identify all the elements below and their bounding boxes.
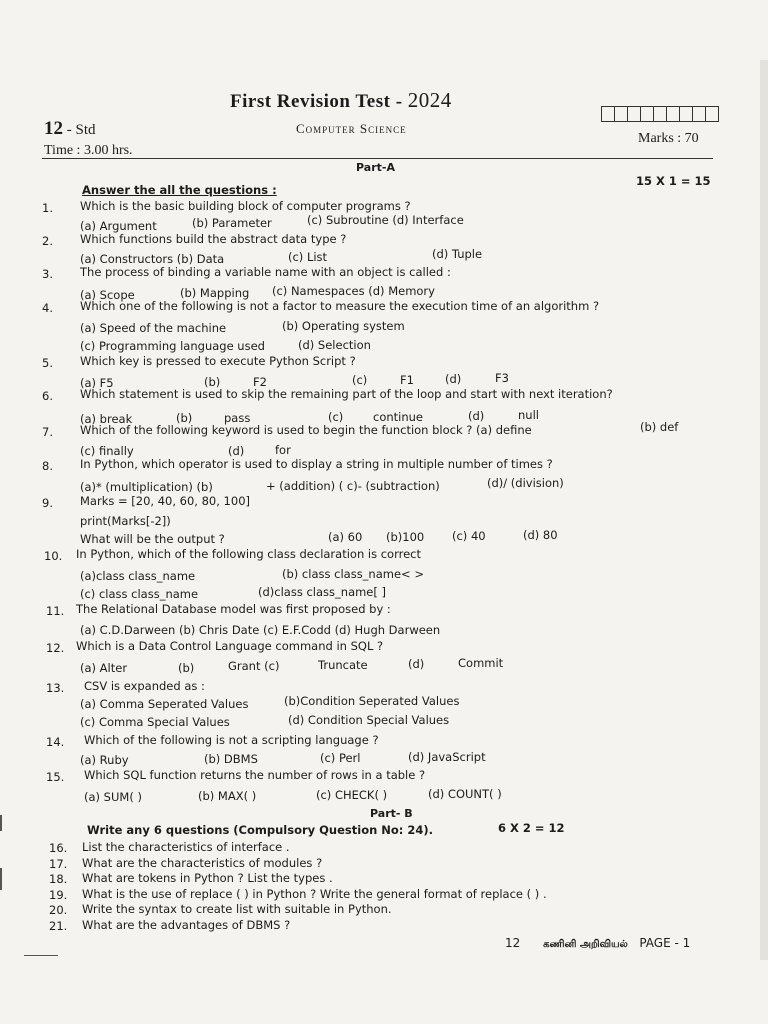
question-option: (d) xyxy=(408,657,425,671)
question-text: Which is a Data Control Language command in SQL ? xyxy=(76,639,384,653)
question-number: 12. xyxy=(46,641,65,655)
question-option: (a) Argument xyxy=(80,219,157,233)
question-text: What are tokens in Python ? List the types . xyxy=(82,871,333,885)
question-option: (c) List xyxy=(288,250,328,264)
question-option: Commit xyxy=(458,656,504,670)
question-option: (c) class class_name xyxy=(80,587,199,601)
question-option: (d) 80 xyxy=(523,528,558,542)
question-number: 2. xyxy=(42,234,53,248)
question-option: (c) Namespaces (d) Memory xyxy=(272,284,435,298)
question-option: (c) Comma Special Values xyxy=(80,715,230,729)
question-text: Which of the following keyword is used to begin the function block ? (a) define xyxy=(80,423,532,437)
part-a-instruction: Answer the all the questions : xyxy=(82,183,277,197)
question-option: (b) Mapping xyxy=(180,286,250,300)
question-option: F2 xyxy=(253,375,267,389)
question-code-line: print(Marks[-2]) xyxy=(80,514,171,528)
question-option: (d)class class_name[ ] xyxy=(258,585,387,599)
question-option: (d) xyxy=(445,372,462,386)
question-text: Which one of the following is not a factor to measure the execution time of an algorithm ? xyxy=(80,299,600,313)
question-text: The process of binding a variable name with an object is called : xyxy=(80,265,451,279)
question-option: (a) break xyxy=(80,412,133,426)
standard-number: 12 xyxy=(44,118,63,139)
question-option: (d) Condition Special Values xyxy=(288,713,450,727)
question-option: (a) Comma Seperated Values xyxy=(80,697,249,711)
question-number: 3. xyxy=(42,267,53,281)
question-option: (a)* (multiplication) (b) xyxy=(80,480,213,494)
question-option: (b) Operating system xyxy=(282,319,405,333)
question-option: (c) 40 xyxy=(452,529,486,543)
question-option: + (addition) ( c)- (subtraction) xyxy=(266,479,440,493)
exam-time: Time : 3.00 hrs. xyxy=(44,143,133,158)
question-option: F1 xyxy=(400,373,414,387)
question-option: (c) Programming language used xyxy=(80,339,265,353)
exam-year: 2024 xyxy=(407,88,452,112)
question-option: (c) CHECK( ) xyxy=(316,788,388,802)
question-text: What are the characteristics of modules ? xyxy=(82,855,323,870)
question-option: (d) Tuple xyxy=(432,247,483,261)
part-b-heading: Part- B xyxy=(370,807,413,820)
question-option: (b) Parameter xyxy=(192,216,272,230)
question-number: 8. xyxy=(42,459,53,473)
standard xyxy=(44,118,96,140)
total-marks: Marks : 70 xyxy=(638,131,699,146)
footer-subject: கணினி அறிவியல் xyxy=(543,939,628,950)
question-number: 19. xyxy=(49,887,68,902)
question-option: (b) MAX( ) xyxy=(198,789,257,803)
question-text: What are the advantages of DBMS ? xyxy=(82,917,291,932)
question-number: 21. xyxy=(49,918,68,933)
question-option: (c) Perl xyxy=(320,751,361,765)
question-option: (a) Scope xyxy=(80,288,135,302)
question-option: Grant (c) xyxy=(228,659,280,673)
question-text: In Python, which operator is used to display a string in multiple number of times ? xyxy=(80,457,553,471)
question-option: (a) Alter xyxy=(80,661,128,675)
question-text: The Relational Database model was first proposed by : xyxy=(76,602,391,616)
question-option: null xyxy=(518,408,539,422)
standard-label: - Std xyxy=(66,122,96,138)
part-a-scheme: 15 X 1 = 15 xyxy=(636,174,711,188)
question-text: What is the use of replace ( ) in Python ? Write the general format of replace ( ) . xyxy=(82,886,547,901)
question-option: What will be the output ? xyxy=(80,532,225,546)
question-option: (a) F5 xyxy=(80,376,114,390)
part-b-instruction: Write any 6 questions (Compulsory Question No: 24). xyxy=(87,823,434,837)
question-option: continue xyxy=(373,410,424,424)
question-text: List the characteristics of interface . xyxy=(82,840,290,854)
scan-mark xyxy=(24,955,58,956)
question-text: In Python, which of the following class declaration is correct xyxy=(76,547,421,561)
question-option: (b) xyxy=(176,411,193,425)
question-option: F3 xyxy=(495,371,509,385)
question-number: 4. xyxy=(42,301,53,315)
register-number-boxes xyxy=(601,106,718,122)
question-text: Which functions build the abstract data type ? xyxy=(80,232,347,246)
question-option: (d) JavaScript xyxy=(408,750,486,764)
question-option: (a) C.D.Darween (b) Chris Date (c) E.F.Codd (d) Hugh Darween xyxy=(80,623,441,637)
question-option: (a)class class_name xyxy=(80,569,196,583)
page-footer xyxy=(505,936,690,951)
question-option: (b) DBMS xyxy=(204,752,258,766)
question-option: Truncate xyxy=(318,658,368,672)
question-option: (d) xyxy=(468,409,485,423)
question-option: (c) xyxy=(328,410,344,424)
question-number: 16. xyxy=(49,841,68,855)
question-option: (a) Speed of the machine xyxy=(80,321,227,335)
question-text: CSV is expanded as : xyxy=(84,679,205,693)
question-number: 1. xyxy=(42,201,53,215)
header-divider xyxy=(42,158,713,159)
question-number: 18. xyxy=(49,872,68,886)
question-option: (a) SUM( ) xyxy=(84,790,142,804)
question-option: (c) Subroutine (d) Interface xyxy=(307,213,464,227)
question-text: Which SQL function returns the number of rows in a table ? xyxy=(84,768,426,782)
question-option: (a) Constructors (b) Data xyxy=(80,252,225,266)
question-number: 17. xyxy=(49,856,68,871)
question-option: (c) xyxy=(352,373,368,387)
question-option: pass xyxy=(224,411,251,425)
question-option: (b) xyxy=(178,661,195,675)
question-option: (d) Selection xyxy=(298,338,371,352)
scan-mark xyxy=(0,815,2,831)
footer-std: 12 xyxy=(505,936,521,950)
question-number: 13. xyxy=(46,681,65,695)
question-option: (b) def xyxy=(640,420,679,434)
part-b-scheme: 6 X 2 = 12 xyxy=(498,821,565,835)
scan-edge-shadow xyxy=(760,60,768,960)
question-text: Marks = [20, 40, 60, 80, 100] xyxy=(80,494,250,508)
question-option: for xyxy=(275,443,291,457)
question-text: Which of the following is not a scripting language ? xyxy=(84,733,379,747)
question-text: Which is the basic building block of computer programs ? xyxy=(80,199,411,213)
question-option: (d) xyxy=(228,444,245,458)
question-text: Write the syntax to create list with suitable in Python. xyxy=(82,902,392,916)
question-option: (b) xyxy=(204,375,221,389)
question-option: (d) COUNT( ) xyxy=(428,787,502,801)
question-number: 10. xyxy=(44,549,63,563)
question-text: Which statement is used to skip the remaining part of the loop and start with next iteration? xyxy=(80,387,613,401)
question-option: (b)Condition Seperated Values xyxy=(284,694,460,708)
scan-mark xyxy=(0,868,2,890)
footer-page: PAGE - 1 xyxy=(639,936,691,950)
question-option: (a) Ruby xyxy=(80,753,129,767)
subject: Computer Science xyxy=(296,121,407,136)
question-option: (c) finally xyxy=(80,444,134,458)
question-number: 11. xyxy=(46,604,65,618)
exam-title xyxy=(230,88,452,113)
question-option: (b) class class_name< > xyxy=(282,567,424,581)
question-option: (a) 60 xyxy=(328,530,363,544)
question-option: (b)100 xyxy=(386,530,425,544)
question-number: 5. xyxy=(42,356,53,370)
part-a-heading: Part-A xyxy=(356,161,395,174)
question-number: 15. xyxy=(46,770,65,784)
question-number: 9. xyxy=(42,496,53,510)
exam-title-text: First Revision Test - xyxy=(230,91,403,112)
question-number: 20. xyxy=(49,903,68,917)
question-option: (d)/ (division) xyxy=(487,476,564,490)
question-number: 7. xyxy=(42,425,53,439)
question-text: Which key is pressed to execute Python Script ? xyxy=(80,354,356,368)
question-number: 6. xyxy=(42,389,53,403)
question-number: 14. xyxy=(46,735,65,749)
